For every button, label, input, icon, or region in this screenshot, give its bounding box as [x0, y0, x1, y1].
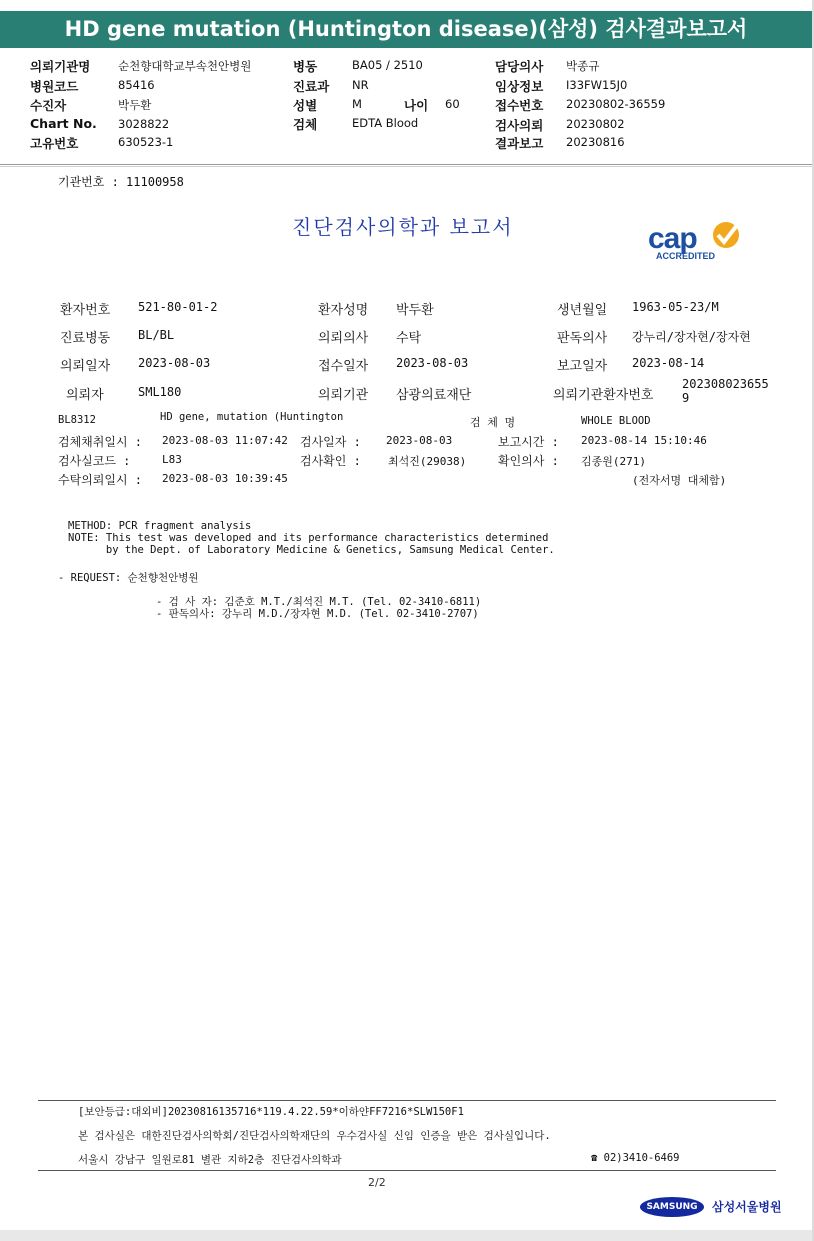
specimen: EDTA Blood: [352, 116, 419, 130]
referral-hospital-label: 의뢰기관명: [30, 59, 91, 74]
req-doctor-label: 의뢰의사: [318, 331, 369, 346]
chart-no-label: Chart No.: [30, 116, 97, 131]
report-date: 20230816: [566, 135, 625, 149]
collect-datetime: 2023-08-03 11:07:42: [162, 434, 288, 447]
doctor: 박종규: [566, 59, 600, 73]
requester-label: 의뢰자: [66, 388, 104, 403]
report-title-bar: HD gene mutation (Huntington disease)(삼성) 검사결과보고서: [0, 11, 812, 48]
doctor-label: 담당의사: [495, 59, 544, 74]
receipt-date: 2023-08-03: [396, 356, 469, 370]
department-label: 진료과: [293, 79, 330, 94]
age-label: 나이: [404, 98, 429, 113]
birth-label: 생년월일: [557, 303, 608, 318]
verify: 최석진(29038): [388, 455, 467, 468]
req-date: 2023-08-03: [138, 356, 211, 370]
patient-label: 수진자: [30, 98, 67, 113]
report-time-label: 보고시간 :: [498, 435, 559, 449]
report-date-label: 결과보고: [495, 136, 544, 151]
req-inst-pat-no-label: 의뢰기관환자번호: [553, 388, 654, 403]
address-line: 서울시 강남구 일원로81 별관 지하2층 진단검사의학과: [78, 1154, 342, 1166]
clinical-info: I33FW15J0: [566, 78, 628, 92]
reading-doctor-label: 판독의사: [557, 331, 608, 346]
test-name: HD gene, mutation (Huntington: [160, 411, 344, 423]
pat-name: 박두환: [396, 303, 434, 318]
cap-accredited-text: ACCREDITED: [656, 251, 716, 261]
referral-hospital: 순천향대학교부속천안병원: [118, 59, 252, 73]
page-number: 2/2: [368, 1176, 386, 1189]
header-divider: [0, 164, 812, 165]
sex-label: 성별: [293, 98, 318, 113]
ward: BA05 / 2510: [352, 58, 423, 72]
footer-bottom-divider: [38, 1170, 776, 1171]
note-line: NOTE: This test was developed and its performance characteristics determined: [68, 532, 549, 544]
lab-code-label: 검사실코드 :: [58, 454, 131, 468]
report-date-field-label: 보고일자: [557, 359, 608, 374]
test-code: BL8312: [58, 414, 96, 426]
test-specimen-label: 검 체 명: [470, 416, 516, 429]
req-date-label: 의뢰일자: [60, 359, 111, 374]
requester: SML180: [138, 385, 182, 399]
phone-line: ☎ 02)3410-6469: [591, 1152, 680, 1164]
report-heading: 진단검사의학과 보고서: [292, 215, 514, 239]
request-date-label: 검사의뢰: [495, 118, 544, 133]
note-line-continued: by the Dept. of Laboratory Medicine & Genetics, Samsung Medical Center.: [68, 544, 555, 556]
tester-line: - 검 사 자: 김준호 M.T./최석진 M.T. (Tel. 02-3410-6811): [156, 596, 482, 608]
hospital-code: 85416: [118, 78, 155, 92]
birth: 1963-05-23/M: [632, 300, 719, 314]
pat-name-label: 환자성명: [318, 303, 369, 318]
contract-datetime: 2023-08-03 10:39:45: [162, 472, 288, 485]
cap-check-icon: [704, 218, 748, 252]
collect-label: 검체채취일시 :: [58, 435, 143, 449]
certification-line: 본 검사실은 대한진단검사의학회/진단검사의학재단의 우수검사실 신임 인증을 받은 검사실입니다.: [78, 1130, 551, 1142]
specimen-label: 검체: [293, 117, 318, 132]
hospital-code-label: 병원코드: [30, 79, 79, 94]
req-inst: 삼광의료재단: [396, 388, 472, 403]
patient-name: 박두환: [118, 98, 152, 112]
ward-label: 병동: [293, 59, 318, 74]
age: 60: [445, 97, 460, 111]
receipt-date-label: 접수일자: [318, 359, 369, 374]
reading-doctor: 강누리/장자현/장자현: [632, 330, 751, 344]
institution-no: 기관번호 : 11100958: [58, 175, 184, 189]
lab-code: L83: [162, 453, 182, 466]
ward-field: BL/BL: [138, 328, 175, 342]
confirm: 김종원(271): [581, 455, 646, 468]
samsung-logo: SAMSUNG: [640, 1197, 704, 1217]
unique-no: 630523-1: [118, 135, 174, 149]
request-line: - REQUEST: 순천향천안병원: [58, 572, 199, 584]
footer-top-divider: [38, 1100, 776, 1101]
clinical-info-label: 임상정보: [495, 79, 544, 94]
security-line: [보안등급:대외비]20230816135716*119.4.22.59*이하얀FF7216*SLW150F1: [78, 1106, 464, 1118]
req-inst-pat-no-line2: 9: [682, 391, 690, 405]
test-date: 2023-08-03: [386, 434, 453, 447]
request-date: 20230802: [566, 117, 625, 131]
chart-no: 3028822: [118, 117, 170, 131]
receipt-no-label: 접수번호: [495, 98, 544, 113]
ward-field-label: 진료병동: [60, 331, 111, 346]
method-line: METHOD: PCR fragment analysis: [68, 520, 252, 532]
contract-label: 수탁의뢰일시 :: [58, 473, 143, 487]
report-time: 2023-08-14 15:10:46: [581, 434, 707, 447]
verify-label: 검사확인 :: [300, 454, 361, 468]
receipt-no: 20230802-36559: [566, 97, 666, 111]
page-bottom-band: [0, 1230, 814, 1241]
test-date-label: 검사일자 :: [300, 435, 361, 449]
unique-no-label: 고유번호: [30, 136, 79, 151]
req-inst-label: 의뢰기관: [318, 388, 369, 403]
department: NR: [352, 78, 369, 92]
pat-no: 521-80-01-2: [138, 300, 218, 314]
header-divider-shadow: [0, 166, 812, 167]
req-doctor: 수탁: [396, 331, 422, 346]
cap-logo-text: cap: [648, 222, 697, 255]
confirm-label: 확인의사 :: [498, 454, 559, 468]
req-inst-pat-no-line1: 202308023655: [682, 377, 769, 391]
signature-note: (전자서명 대체함): [632, 474, 727, 487]
pat-no-label: 환자번호: [60, 303, 111, 318]
test-specimen: WHOLE BLOOD: [581, 415, 651, 427]
cap-accredited-logo: [648, 218, 748, 266]
report-date-field: 2023-08-14: [632, 356, 705, 370]
reader-line: - 판독의사: 강누리 M.D./장자현 M.D. (Tel. 02-3410-2707): [156, 608, 479, 620]
hospital-name: 삼성서울병원: [712, 1200, 782, 1214]
sex: M: [352, 97, 362, 111]
